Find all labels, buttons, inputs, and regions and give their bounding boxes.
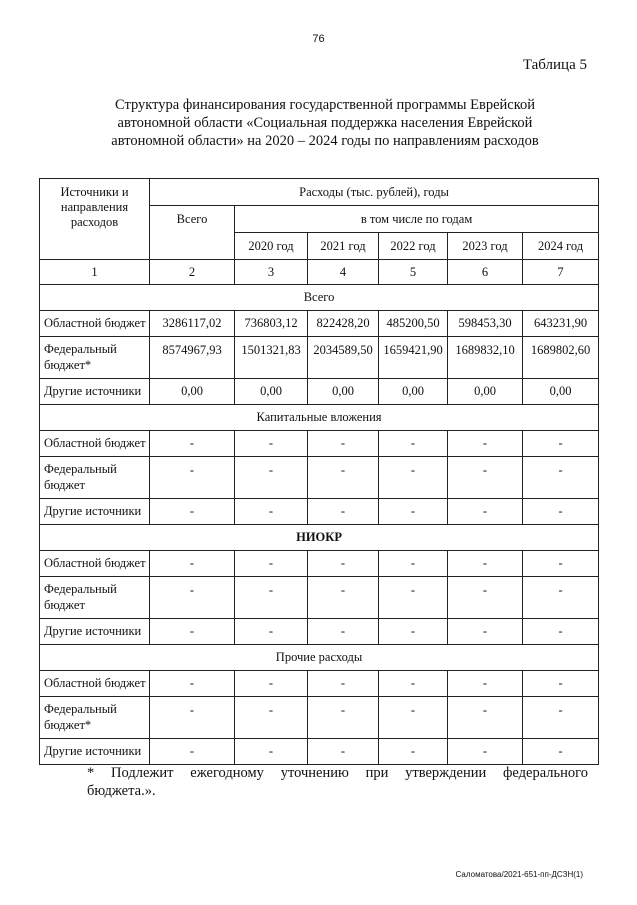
- footnote-continuation: бюджета.».: [87, 783, 156, 799]
- cell-value: 0,00: [150, 379, 235, 405]
- row-label: Другие источники: [40, 379, 150, 405]
- column-number: 4: [308, 260, 379, 285]
- header-expenses: Расходы (тыс. рублей), годы: [150, 179, 599, 206]
- cell-value: 1659421,90: [379, 337, 448, 379]
- cell-value: -: [235, 739, 308, 765]
- cell-value: -: [235, 671, 308, 697]
- table-row: [40, 311, 599, 337]
- cell-value: 0,00: [308, 379, 379, 405]
- cell-value: -: [308, 739, 379, 765]
- cell-value: -: [448, 697, 523, 739]
- section-title: Прочие расходы: [40, 645, 599, 671]
- header-year: 2021 год: [308, 233, 379, 260]
- cell-value: -: [379, 499, 448, 525]
- cell-value: -: [448, 457, 523, 499]
- cell-value: -: [235, 499, 308, 525]
- cell-value: -: [523, 577, 599, 619]
- row-label: Федеральный бюджет*: [40, 697, 150, 739]
- cell-value: 2034589,50: [308, 337, 379, 379]
- row-label: Другие источники: [40, 499, 150, 525]
- table-row: [40, 619, 599, 645]
- cell-value: -: [523, 697, 599, 739]
- document-stamp: Саломатова/2021-651-пп-ДСЗН(1): [455, 870, 583, 879]
- footnote: * Подлежит ежегодному уточнению при утверждении федерального: [87, 765, 588, 781]
- cell-value: -: [235, 431, 308, 457]
- cell-value: -: [150, 457, 235, 499]
- row-label: Областной бюджет: [40, 671, 150, 697]
- cell-value: -: [523, 619, 599, 645]
- row-label: Другие источники: [40, 619, 150, 645]
- header-sources: Источники и направления расходов: [40, 179, 150, 260]
- cell-value: -: [150, 577, 235, 619]
- section-title: Капитальные вложения: [40, 405, 599, 431]
- table-row: [40, 577, 599, 619]
- cell-value: 643231,90: [523, 311, 599, 337]
- cell-value: -: [379, 551, 448, 577]
- cell-value: -: [448, 739, 523, 765]
- table-row: [40, 739, 599, 765]
- column-number: 2: [150, 260, 235, 285]
- cell-value: -: [235, 697, 308, 739]
- column-number: 3: [235, 260, 308, 285]
- column-number: 6: [448, 260, 523, 285]
- table-row: [40, 697, 599, 739]
- cell-value: -: [448, 619, 523, 645]
- cell-value: 1689832,10: [448, 337, 523, 379]
- section-title: Всего: [40, 285, 599, 311]
- row-label: Другие источники: [40, 739, 150, 765]
- cell-value: -: [523, 457, 599, 499]
- cell-value: 485200,50: [379, 311, 448, 337]
- cell-value: 1501321,83: [235, 337, 308, 379]
- cell-value: 0,00: [235, 379, 308, 405]
- cell-value: -: [308, 671, 379, 697]
- cell-value: -: [308, 619, 379, 645]
- cell-value: 0,00: [379, 379, 448, 405]
- column-number: 1: [40, 260, 150, 285]
- row-label: Областной бюджет: [40, 431, 150, 457]
- cell-value: -: [379, 697, 448, 739]
- header-year: 2023 год: [448, 233, 523, 260]
- row-label: Федеральный бюджет: [40, 457, 150, 499]
- row-label: Областной бюджет: [40, 311, 150, 337]
- cell-value: -: [150, 697, 235, 739]
- cell-value: -: [150, 499, 235, 525]
- table-body: [40, 285, 599, 765]
- table-row: [40, 551, 599, 577]
- cell-value: -: [379, 431, 448, 457]
- financing-table: [39, 178, 599, 765]
- cell-value: -: [523, 431, 599, 457]
- row-label: Федеральный бюджет*: [40, 337, 150, 379]
- table-row: [40, 457, 599, 499]
- cell-value: -: [150, 671, 235, 697]
- cell-value: -: [308, 457, 379, 499]
- cell-value: -: [523, 671, 599, 697]
- cell-value: -: [379, 577, 448, 619]
- cell-value: -: [448, 551, 523, 577]
- document-title: Структура финансирования государственной программы Еврейской автономной области «Социальная поддержка населения Еврейской автономной области» на 2020 – 2024 годы по направлениям расходов: [111, 97, 539, 149]
- cell-value: -: [448, 431, 523, 457]
- cell-value: -: [308, 697, 379, 739]
- page-number: 76: [312, 33, 325, 45]
- cell-value: -: [448, 671, 523, 697]
- header-year: 2020 год: [235, 233, 308, 260]
- table-row: [40, 431, 599, 457]
- cell-value: -: [150, 619, 235, 645]
- cell-value: -: [448, 577, 523, 619]
- cell-value: 736803,12: [235, 311, 308, 337]
- column-number: 7: [523, 260, 599, 285]
- header-by-years: в том числе по годам: [235, 206, 599, 233]
- cell-value: -: [379, 739, 448, 765]
- cell-value: 3286117,02: [150, 311, 235, 337]
- cell-value: -: [235, 619, 308, 645]
- cell-value: -: [235, 551, 308, 577]
- cell-value: -: [150, 431, 235, 457]
- cell-value: -: [150, 739, 235, 765]
- cell-value: -: [523, 739, 599, 765]
- table-row: [40, 337, 599, 379]
- cell-value: 1689802,60: [523, 337, 599, 379]
- cell-value: -: [235, 457, 308, 499]
- cell-value: -: [308, 551, 379, 577]
- header-total: Всего: [150, 206, 235, 260]
- cell-value: 0,00: [523, 379, 599, 405]
- cell-value: 8574967,93: [150, 337, 235, 379]
- cell-value: -: [448, 499, 523, 525]
- header-year: 2022 год: [379, 233, 448, 260]
- header-year: 2024 год: [523, 233, 599, 260]
- cell-value: -: [523, 499, 599, 525]
- table-row: [40, 379, 599, 405]
- cell-value: -: [379, 671, 448, 697]
- cell-value: -: [308, 577, 379, 619]
- cell-value: -: [308, 499, 379, 525]
- cell-value: -: [150, 551, 235, 577]
- section-title: НИОКР: [40, 525, 599, 551]
- cell-value: 0,00: [448, 379, 523, 405]
- cell-value: -: [523, 551, 599, 577]
- cell-value: -: [308, 431, 379, 457]
- column-number: 5: [379, 260, 448, 285]
- cell-value: -: [235, 577, 308, 619]
- cell-value: -: [379, 457, 448, 499]
- row-label: Областной бюджет: [40, 551, 150, 577]
- cell-value: 822428,20: [308, 311, 379, 337]
- table-label: Таблица 5: [522, 57, 587, 73]
- row-label: Федеральный бюджет: [40, 577, 150, 619]
- table-row: [40, 499, 599, 525]
- table-row: [40, 671, 599, 697]
- cell-value: -: [379, 619, 448, 645]
- cell-value: 598453,30: [448, 311, 523, 337]
